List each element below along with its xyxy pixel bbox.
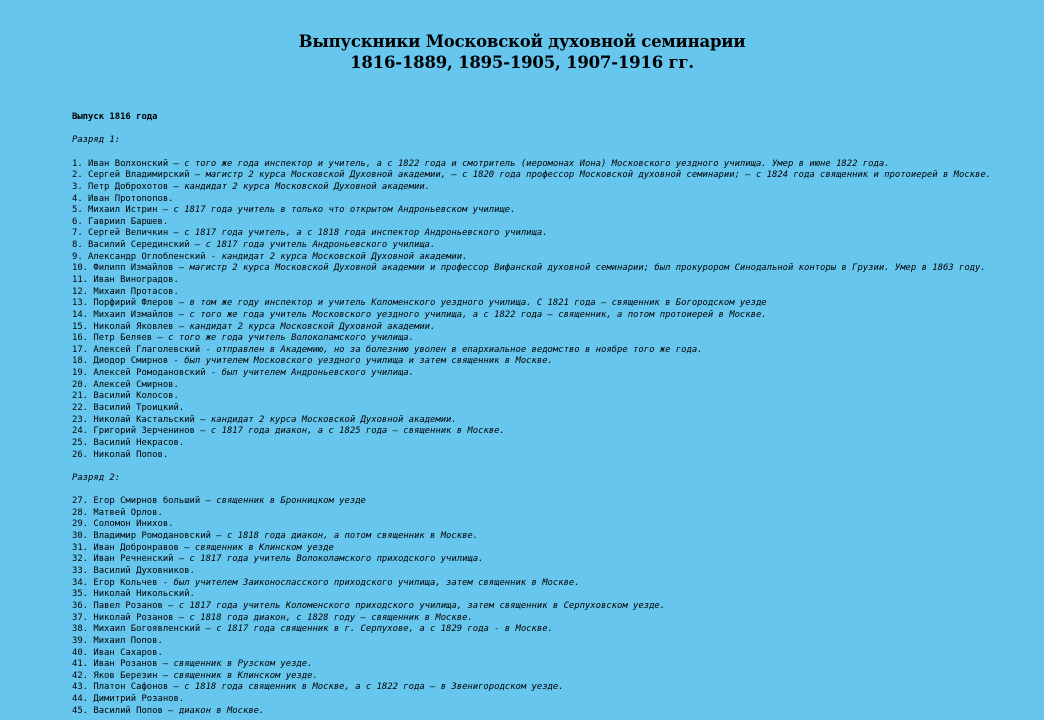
list-item bbox=[72, 217, 1032, 229]
list-item bbox=[72, 345, 1032, 357]
list-item bbox=[72, 648, 1032, 660]
list-item bbox=[72, 391, 1032, 403]
entry-number: 43. bbox=[72, 682, 89, 693]
entry-name: Александр Оглобленский bbox=[88, 251, 206, 262]
list-item bbox=[72, 322, 1032, 334]
entry-number: 40. bbox=[72, 647, 89, 658]
list-item bbox=[72, 182, 1032, 194]
razryad-1-list bbox=[72, 159, 1032, 462]
entry-name: Порфирий Флеров bbox=[93, 298, 174, 309]
entry-number: 3. bbox=[72, 181, 83, 192]
entry-number: 13. bbox=[72, 298, 89, 309]
entry-number: 14. bbox=[72, 309, 89, 320]
entry-name: Иван Речненский bbox=[93, 554, 174, 565]
entry-name: Филипп Измайлов bbox=[93, 263, 174, 274]
entry-number: 19. bbox=[72, 368, 89, 379]
entry-note: - был учителем Андроньевского училища. bbox=[205, 368, 414, 379]
entry-number: 11. bbox=[72, 275, 89, 285]
entry-name: Николай Яковлев bbox=[93, 321, 174, 332]
list-item bbox=[72, 240, 1032, 252]
entry-name: Иван Розанов bbox=[93, 659, 158, 670]
entry-note: — священник в Клинском уезде bbox=[178, 542, 334, 553]
entry-note: — с 1818 года диакон, а потом священник в Москве. bbox=[210, 531, 479, 542]
list-item bbox=[72, 578, 1032, 590]
list-item bbox=[72, 287, 1032, 299]
entry-note: — с того же года инспектор и учитель, а с 1822 года и смотритель (иеромонах Иона) Московского уездного училища. Умер в июне 1822 года. bbox=[168, 158, 890, 169]
entry-note: — в том же году инспектор и учитель Коломенского уездного училища. С 1821 года — священник в Богородском уезде bbox=[173, 298, 767, 309]
entry-note: — с 1817 года учитель в только что открытом Андроньевском училище. bbox=[157, 205, 516, 216]
entry-name: Иван Сахаров. bbox=[93, 647, 163, 658]
entry-name: Григорий Зерченинов bbox=[93, 426, 195, 437]
entry-name: Иван Протопопов. bbox=[88, 193, 174, 204]
entry-note: — магистр 2 курса Московской Духовной академии и профессор Вифанской духовной семинарии; был прокурором Синодальной конторы в Грузии. Умер в 1863 году. bbox=[173, 263, 986, 274]
list-item bbox=[72, 275, 1032, 287]
entry-number: 12. bbox=[72, 286, 89, 297]
entry-name: Соломон Инихов. bbox=[93, 519, 174, 530]
list-item bbox=[72, 566, 1032, 578]
entry-name: Василий Серединский bbox=[88, 240, 190, 251]
entry-name: Василий Духовников. bbox=[93, 566, 195, 577]
entry-name: Иван Волхонский bbox=[88, 158, 169, 169]
entry-number: 20. bbox=[72, 379, 89, 390]
entry-name: Сергей Величкин bbox=[88, 228, 169, 239]
list-item bbox=[72, 706, 1032, 718]
list-item bbox=[72, 194, 1032, 206]
entry-name: Егор Кольчев bbox=[93, 577, 158, 588]
list-item bbox=[72, 252, 1032, 264]
entry-number: 6. bbox=[72, 216, 83, 227]
entry-note: — кандидат 2 курса Московской Духовной академии. bbox=[173, 321, 436, 332]
entry-name: Димитрий Розанов. bbox=[93, 694, 185, 705]
entry-name: Петр Беляев bbox=[93, 333, 153, 344]
entry-note: — с 1817 года диакон, а с 1825 года — священник в Москве. bbox=[194, 426, 505, 437]
list-item bbox=[72, 380, 1032, 392]
entry-note: - отправлен в Академию, но за болезнию уволен в епархиальное ведомство в ноябре того же года. bbox=[200, 344, 703, 355]
entry-name: Сергей Владимирский bbox=[88, 170, 190, 181]
release-heading: Выпуск 1816 года bbox=[72, 112, 158, 122]
entry-name: Иван Добронравов bbox=[93, 542, 179, 553]
entry-number: 15. bbox=[72, 321, 89, 332]
entry-number: 32. bbox=[72, 554, 89, 565]
list-item bbox=[72, 636, 1032, 648]
entry-number: 44. bbox=[72, 694, 89, 705]
list-item bbox=[72, 333, 1032, 345]
entry-number: 24. bbox=[72, 426, 89, 437]
entry-name: Василий Колосов. bbox=[93, 391, 179, 402]
entry-name: Матвей Орлов. bbox=[93, 507, 163, 518]
entry-name: Владимир Ромодановский bbox=[93, 531, 211, 542]
entry-name: Василий Троицкий. bbox=[93, 403, 185, 414]
title-line-1: Выпускники Московской духовной семинарии bbox=[298, 32, 746, 51]
entry-name: Михаил Измайлов bbox=[93, 309, 174, 320]
entry-number: 25. bbox=[72, 437, 89, 448]
entry-name: Василий Попов bbox=[93, 705, 163, 716]
list-item bbox=[72, 613, 1032, 625]
entry-number: 9. bbox=[72, 251, 83, 262]
list-item bbox=[72, 310, 1032, 322]
list-item bbox=[72, 589, 1032, 601]
entry-number: 31. bbox=[72, 542, 89, 553]
entry-number: 10. bbox=[72, 263, 89, 274]
entry-number: 7. bbox=[72, 228, 83, 239]
list-item bbox=[72, 543, 1032, 555]
entry-name: Диодор Смирнов bbox=[93, 356, 169, 367]
list-item bbox=[72, 624, 1032, 636]
entry-name: Михаил Протасов. bbox=[93, 286, 179, 297]
entry-number: 36. bbox=[72, 600, 89, 611]
entry-number: 8. bbox=[72, 240, 83, 251]
entry-number: 22. bbox=[72, 403, 89, 414]
entry-number: 27. bbox=[72, 496, 89, 507]
entry-name: Егор Смирнов больший bbox=[93, 496, 201, 507]
entry-number: 16. bbox=[72, 333, 89, 344]
entry-note: — священник в Рузском уезде. bbox=[157, 659, 313, 670]
list-item bbox=[72, 694, 1032, 706]
entry-name: Алексей Смирнов. bbox=[93, 379, 179, 390]
list-item bbox=[72, 496, 1032, 508]
entry-note: — с того же года учитель Волоколамского училища. bbox=[152, 333, 414, 344]
entry-number: 5. bbox=[72, 205, 83, 216]
entry-name: Алексей Ромодановский bbox=[93, 368, 206, 379]
entry-number: 41. bbox=[72, 659, 89, 670]
title-line-2: 1816-1889, 1895-1905, 1907-1916 гг. bbox=[350, 53, 694, 72]
entry-note: — кандидат 2 курса Московской Духовной академии. bbox=[168, 181, 431, 192]
list-item bbox=[72, 415, 1032, 427]
entry-name: Платон Сафонов bbox=[93, 682, 169, 693]
entry-number: 42. bbox=[72, 670, 89, 681]
list-item bbox=[72, 159, 1032, 171]
entry-number: 28. bbox=[72, 507, 89, 518]
list-item bbox=[72, 554, 1032, 566]
entry-name: Павел Розанов bbox=[93, 600, 163, 611]
list-item bbox=[72, 170, 1032, 182]
entry-note: — с 1818 года священник в Москве, а с 1822 года — в Звенигородском уезде. bbox=[168, 682, 564, 693]
list-item bbox=[72, 298, 1032, 310]
entry-name: Яков Березин bbox=[93, 670, 158, 681]
entry-note: — с 1817 года учитель, а с 1818 года инспектор Андроньевского училища. bbox=[168, 228, 548, 239]
list-item bbox=[72, 356, 1032, 368]
list-item bbox=[72, 601, 1032, 613]
list-item bbox=[72, 682, 1032, 694]
list-item bbox=[72, 450, 1032, 462]
entry-note: — с 1818 года диакон, с 1828 году — священник в Москве. bbox=[173, 612, 473, 623]
entry-number: 37. bbox=[72, 612, 89, 623]
entry-note: — с 1817 года священник в г. Серпухове, а с 1829 года - в Москве. bbox=[200, 624, 553, 635]
list-item bbox=[72, 403, 1032, 415]
list-item bbox=[72, 659, 1032, 671]
entry-number: 21. bbox=[72, 391, 89, 402]
entry-name: Гавриил Баршев. bbox=[88, 216, 169, 227]
entry-note: - был учителем Заиконоспасского приходского училища, затем священник в Москве. bbox=[157, 577, 580, 588]
entry-number: 30. bbox=[72, 531, 89, 542]
entry-name: Алексей Глаголевский bbox=[93, 344, 201, 355]
entry-number: 34. bbox=[72, 577, 89, 588]
entry-number: 45. bbox=[72, 705, 89, 716]
entry-note: — священник в Бронницком уезде bbox=[200, 496, 366, 507]
list-item bbox=[72, 368, 1032, 380]
list-item bbox=[72, 228, 1032, 240]
list-item bbox=[72, 508, 1032, 520]
entry-number: 23. bbox=[72, 414, 89, 425]
entry-note: — кандидат 2 курса Московской Духовной академии. bbox=[194, 414, 457, 425]
entry-note: - кандидат 2 курса Московской Духовной академии. bbox=[205, 251, 468, 262]
entry-name: Михаил Попов. bbox=[93, 635, 163, 646]
entry-note: — священник в Клинском уезде. bbox=[157, 670, 318, 681]
entry-name: Николай Попов. bbox=[93, 449, 169, 460]
entry-note: — с 1817 года учитель Андроньевского училища. bbox=[189, 240, 436, 251]
list-item bbox=[72, 519, 1032, 531]
entry-number: 38. bbox=[72, 624, 89, 635]
entry-number: 35. bbox=[72, 589, 89, 600]
razryad-2-list bbox=[72, 496, 1032, 717]
entry-number: 17. bbox=[72, 344, 89, 355]
page-title bbox=[0, 31, 1044, 73]
entry-number: 39. bbox=[72, 635, 89, 646]
list-item bbox=[72, 263, 1032, 275]
entry-number: 1. bbox=[72, 158, 83, 169]
entry-number: 29. bbox=[72, 519, 89, 530]
list-item bbox=[72, 426, 1032, 438]
entry-name: Михаил Богоявленский bbox=[93, 624, 201, 635]
entry-name: Николай Розанов bbox=[93, 612, 174, 623]
entry-note: — с того же года учитель Московского уездного училища, а с 1822 года — священник, а потом протоиерей в Москве. bbox=[173, 309, 767, 320]
razryad-2-label: Разряд 2: bbox=[72, 472, 121, 483]
entry-name: Николай Никольский. bbox=[93, 589, 195, 600]
entry-name: Василий Некрасов. bbox=[93, 437, 185, 448]
entry-note: — с 1817 года учитель Волоколамского приходского училища. bbox=[173, 554, 484, 565]
graduates-list bbox=[72, 112, 1032, 717]
entry-number: 4. bbox=[72, 193, 83, 204]
entry-note: — диакон в Москве. bbox=[162, 705, 265, 716]
entry-number: 18. bbox=[72, 356, 89, 367]
list-item bbox=[72, 531, 1032, 543]
list-item bbox=[72, 205, 1032, 217]
entry-name: Петр Доброхотов bbox=[88, 181, 169, 192]
list-item bbox=[72, 671, 1032, 683]
entry-name: Михаил Истрин bbox=[88, 205, 158, 216]
entry-note: — с 1817 года учитель Коломенского приходского училища, затем священник в Серпуховском уезде. bbox=[162, 600, 666, 611]
razryad-1-label: Разряд 1: bbox=[72, 135, 121, 146]
list-item bbox=[72, 438, 1032, 450]
entry-number: 33. bbox=[72, 566, 89, 577]
entry-name: Николай Кастальский bbox=[93, 414, 195, 425]
entry-note: - был учителем Московского уездного училища и затем священник в Москве. bbox=[168, 356, 553, 367]
entry-number: 26. bbox=[72, 449, 89, 460]
entry-name: Иван Виноградов. bbox=[93, 275, 179, 285]
entry-number: 2. bbox=[72, 170, 83, 181]
entry-note: — магистр 2 курса Московской Духовной академии, — с 1820 года профессор Московской духовной семинарии; — с 1824 года священник и протоиерей в Москве. bbox=[189, 170, 992, 181]
